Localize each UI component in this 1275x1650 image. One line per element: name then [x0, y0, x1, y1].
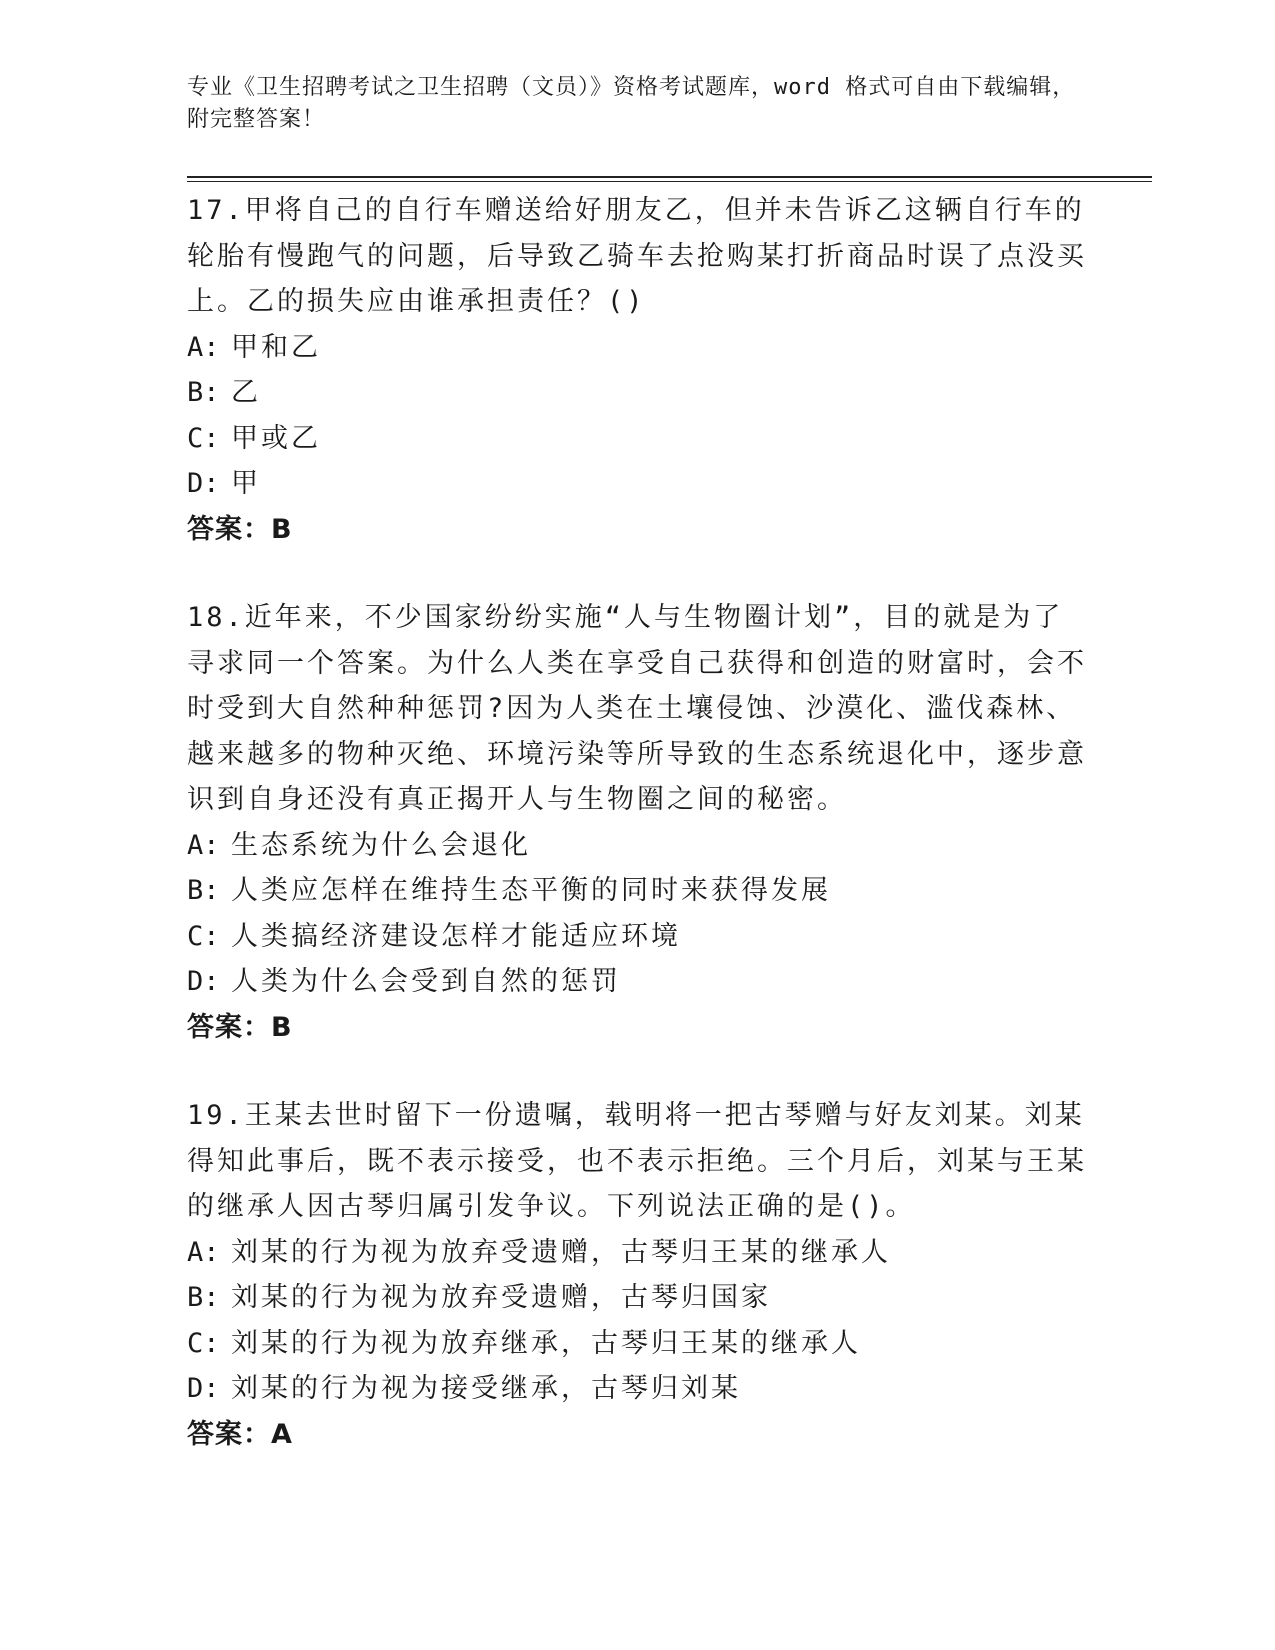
option-b [187, 1275, 1087, 1321]
option-text: 刘某的行为视为放弃受遗赠，古琴归王某的继承人 [231, 1236, 891, 1268]
option-text: 甲或乙 [231, 422, 321, 454]
option-letter: A: [187, 829, 220, 861]
option-d [187, 1366, 1087, 1412]
header-divider-thick [187, 176, 1152, 178]
question-stem: 19.王某去世时留下一份遗嘱，载明将一把古琴赠与好友刘某。刘某得知此事后，既不表示接受，也不表示拒绝。三个月后，刘某与王某的继承人因古琴归属引发争议。下列说法正确的是()。 [187, 1100, 1087, 1222]
option-letter: A: [187, 1236, 220, 1268]
question-list [187, 188, 1087, 1457]
option-b [187, 370, 1087, 416]
option-d [187, 461, 1087, 507]
option-text: 刘某的行为视为放弃受遗赠，古琴归国家 [231, 1282, 771, 1313]
option-text: 刘某的行为视为放弃继承，古琴归王某的继承人 [231, 1327, 861, 1359]
option-d [187, 959, 1087, 1005]
question-stem: 18.近年来，不少国家纷纷实施“人与生物圈计划”，目的就是为了寻求同一个答案。为什么人类在享受自己获得和创造的财富时，会不时受到大自然种种惩罚?因为人类在土壤侵蚀、沙漠化、滥伐森林、越来越多的物种灭绝、环境污染等所导致的生态系统退化中，逐步意识到自身还没有真正揭开人与生物圈之间的秘密。 [187, 602, 1087, 815]
option-letter: B: [187, 1282, 220, 1313]
option-b [187, 868, 1087, 914]
option-a [187, 823, 1087, 869]
option-letter: D: [187, 468, 220, 499]
option-a [187, 325, 1087, 371]
option-c [187, 1321, 1087, 1367]
question-19 [187, 1093, 1087, 1457]
document-header: 专业《卫生招聘考试之卫生招聘（文员）》资格考试题库，word 格式可自由下载编辑，附完整答案！ [187, 75, 1076, 132]
option-letter: B: [187, 377, 220, 408]
option-text: 生态系统为什么会退化 [231, 829, 531, 861]
option-letter: C: [187, 422, 220, 454]
answer-line: 答案：B [187, 513, 293, 545]
option-text: 人类应怎样在维持生态平衡的同时来获得发展 [231, 875, 831, 906]
header-divider-thin [187, 181, 1152, 182]
question-17 [187, 188, 1087, 552]
option-text: 甲和乙 [231, 331, 321, 363]
option-a [187, 1230, 1087, 1276]
option-text: 甲 [231, 468, 261, 499]
option-letter: C: [187, 1327, 220, 1359]
answer-line: 答案：A [187, 1418, 293, 1450]
option-text: 刘某的行为视为接受继承，古琴归刘某 [231, 1373, 741, 1404]
option-text: 人类搞经济建设怎样才能适应环境 [231, 920, 681, 952]
option-text: 人类为什么会受到自然的惩罚 [231, 966, 621, 997]
option-letter: B: [187, 875, 220, 906]
option-c [187, 416, 1087, 462]
option-text: 乙 [231, 377, 261, 408]
question-18 [187, 595, 1087, 1050]
option-letter: D: [187, 1373, 220, 1404]
option-c [187, 914, 1087, 960]
answer-line: 答案：B [187, 1011, 293, 1043]
option-letter: C: [187, 920, 220, 952]
question-stem: 17.甲将自己的自行车赠送给好朋友乙，但并未告诉乙这辆自行车的轮胎有慢跑气的问题，后导致乙骑车去抢购某打折商品时误了点没买上。乙的损失应由谁承担责任？() [187, 195, 1087, 317]
option-letter: A: [187, 331, 220, 363]
option-letter: D: [187, 966, 220, 997]
